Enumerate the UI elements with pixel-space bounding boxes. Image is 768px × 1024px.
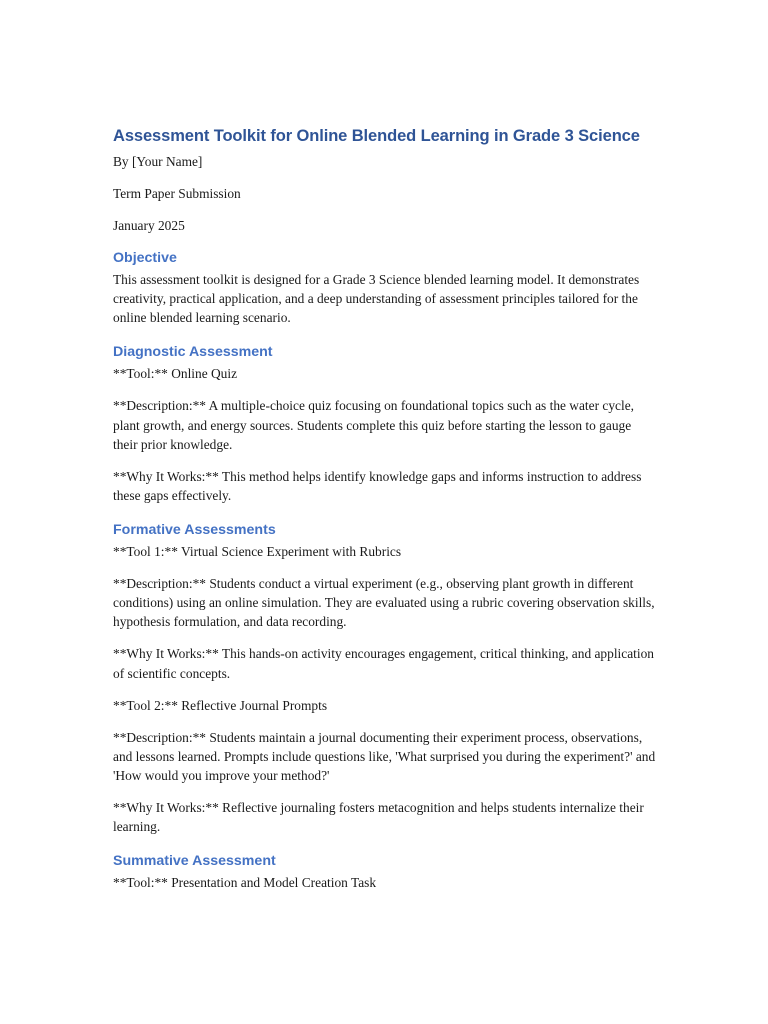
section-diagnostic <box>113 342 658 505</box>
submission-line: Term Paper Submission <box>113 186 241 201</box>
date-line: January 2025 <box>113 218 185 233</box>
paragraph: **Why It Works:** Reflective journaling fosters metacognition and helps students internalize their learning. <box>113 800 644 835</box>
section-summative <box>113 851 658 892</box>
paragraph: **Description:** Students maintain a journal documenting their experiment process, observations, and lessons learned. Prompts include questions like, 'What surprised you during the experiment?' and 'How would you improve your method?' <box>113 729 656 784</box>
author-line: By [Your Name] <box>113 154 203 169</box>
section-heading: Diagnostic Assessment <box>113 344 273 361</box>
document-title: Assessment Toolkit for Online Blended Learning in Grade 3 Science <box>113 127 640 145</box>
section-heading: Formative Assessments <box>113 522 276 539</box>
paragraph: **Why It Works:** This hands-on activity encourages engagement, critical thinking, and application of scientific concepts. <box>113 646 654 681</box>
paragraph: **Description:** A multiple-choice quiz focusing on foundational topics such as the water cycle, plant growth, and energy sources. Students complete this quiz before starting the lesson to gauge their prior knowledge. <box>113 398 634 452</box>
paragraph: **Tool:** Online Quiz <box>113 366 238 382</box>
document-body <box>113 124 658 905</box>
section-heading: Objective <box>113 250 177 266</box>
paragraph: **Why It Works:** This method helps identify knowledge gaps and informs instruction to address these gaps effectively. <box>113 468 642 504</box>
paragraph: **Tool 2:** Reflective Journal Prompts <box>113 697 328 713</box>
paragraph: **Description:** Students conduct a virtual experiment (e.g., observing plant growth in different conditions) using an online simulation. They are evaluated using a rubric covering observation skills, hypothesis formulation, and data recording. <box>113 576 655 630</box>
section-objective <box>113 248 658 328</box>
paragraph: **Tool:** Presentation and Model Creation Task <box>113 875 377 891</box>
document-meta <box>113 152 658 235</box>
paragraph: **Tool 1:** Virtual Science Experiment with Rubrics <box>113 544 402 560</box>
section-formative <box>113 520 658 836</box>
section-heading: Summative Assessment <box>113 853 276 870</box>
paragraph: This assessment toolkit is designed for a Grade 3 Science blended learning model. It demonstrates creativity, practical application, and a deep understanding of assessment principles tailored for the online blended learning scenario. <box>113 272 640 326</box>
